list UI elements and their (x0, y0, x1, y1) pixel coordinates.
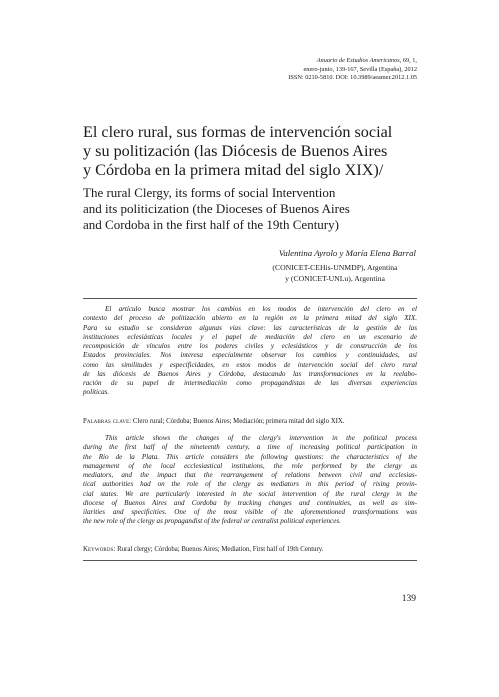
keywords-en-text: Rural clergy; Córdoba; Buenos Aires; Mediation, First half of 19th Century. (115, 546, 324, 553)
abstract-en-line: during the first half of the nineteenth century, a time of increasing political participation in (83, 443, 417, 452)
title-es-line: y su politización (las Diócesis de Buenos Aires (83, 142, 388, 161)
title-english (83, 185, 423, 232)
abstract-english (83, 434, 417, 527)
abstract-en-line: diocese of Buenos Aires and Cordoba by tracking changes and continuities, as well as sim- (83, 498, 417, 507)
abstract-es-line: de las diócesis de Buenos Aires y Córdoba, destacando las transformaciones en la reelabo- (83, 369, 417, 378)
abstract-es-line: recomposición de vínculos entre los poderes civiles y eclesiásticos y de construcción de los (83, 342, 417, 350)
abstract-es-line: Estados provinciales. Nos interesa especialmente observar los cambios y continuidades, así (83, 351, 417, 360)
keywords-es-text: Clero rural; Córdoba; Buenos Aires; Mediación; primera mitad del siglo XIX. (131, 418, 345, 425)
abstract-es-line: Para su estudio se consideran algunas vías clave: las características de la gestión de las (83, 323, 417, 332)
journal-issn-doi: ISSN: 0210-5810. DOI: 10.3989/aeamer.2012.1.05 (288, 74, 417, 82)
abstract-en-line: cial states. We are particularly interested in the social intervention of the rural clergy in the (83, 489, 417, 498)
abstract-en-line: the Río de la Plata. This article considers the following questions: the characteristics of the (83, 452, 417, 461)
keywords-spanish (83, 417, 417, 426)
keywords-es-label: Palabras clave: (83, 418, 132, 425)
journal-name: Anuario de Estudios Americanos (316, 57, 400, 64)
affiliations (240, 263, 430, 284)
author-names: Valentina Ayrolo y María Elena Barral (278, 248, 416, 258)
abstract-es-line: El artículo busca mostrar los cambios en los modos de intervención del clero en el (105, 305, 417, 313)
title-es-line: y Córdoba en la primera mitad del siglo XIX)/ (83, 161, 384, 180)
abstract-en-line: mediators, and the impact that the rearrangement of relations between civil and ecclesias- (83, 471, 417, 479)
affiliation-line: (CONICET-CEHis-UNMDP), Argentina (272, 263, 398, 272)
journal-volume: , 69, 1, (399, 57, 417, 64)
journal-line (157, 57, 417, 66)
abstract-es-line: ración de su papel de intermediación como propagandistas de las diversas experiencias (83, 379, 417, 387)
keywords-en-label: Keywords: (83, 546, 116, 553)
abstract-es-line: políticas. (83, 388, 110, 397)
authors (116, 247, 416, 259)
title-en-line: The rural Clergy, its forms of social Intervention (83, 185, 336, 200)
abstract-es-line: contexto del proceso de politización abierto en la región en la primera mitad del siglo XIX. (83, 314, 417, 323)
abstract-en-line: management of the local ecclesiastical institutions, the role performed by the clergy as (83, 461, 417, 470)
abstract-en-line: ilarities and specificities. One of the most visible of the aforementioned transformations was (83, 508, 417, 516)
title-en-line: and Cordoba in the first half of the 19th Century) (83, 216, 339, 232)
abstract-es-line: como las similitudes y especificidades, en estos modos de intervención social del clero rural (83, 360, 417, 369)
abstract-en-line: the new role of the clergy as propagandist of the federal or centralist political experiences. (83, 517, 341, 526)
bottom-divider (83, 560, 417, 561)
affiliation-line: y (CONICET-UNLu), Argentina (285, 273, 385, 283)
keywords-english (83, 545, 417, 554)
title-es-line: El clero rural, sus formas de intervención social (83, 123, 393, 141)
abstract-spanish (83, 305, 417, 398)
title-en-line: and its politicization (the Dioceses of Buenos Aires (83, 200, 350, 216)
journal-reference (157, 57, 417, 83)
journal-dates: enero-junio, 139-167, Sevilla (España), 2012 (303, 65, 417, 73)
abstract-es-line: instituciones eclesiásticas locales y el papel de mediación del clero en un escenario de (83, 332, 417, 341)
page-number: 139 (401, 594, 416, 604)
title-spanish (83, 123, 423, 181)
abstract-en-line: tical authorities had on the role of the clergy as mediators in this period of rising provin- (83, 480, 417, 489)
top-divider (83, 298, 417, 299)
abstract-en-line: This article shows the changes of the clergy's intervention in the political process (105, 434, 417, 442)
